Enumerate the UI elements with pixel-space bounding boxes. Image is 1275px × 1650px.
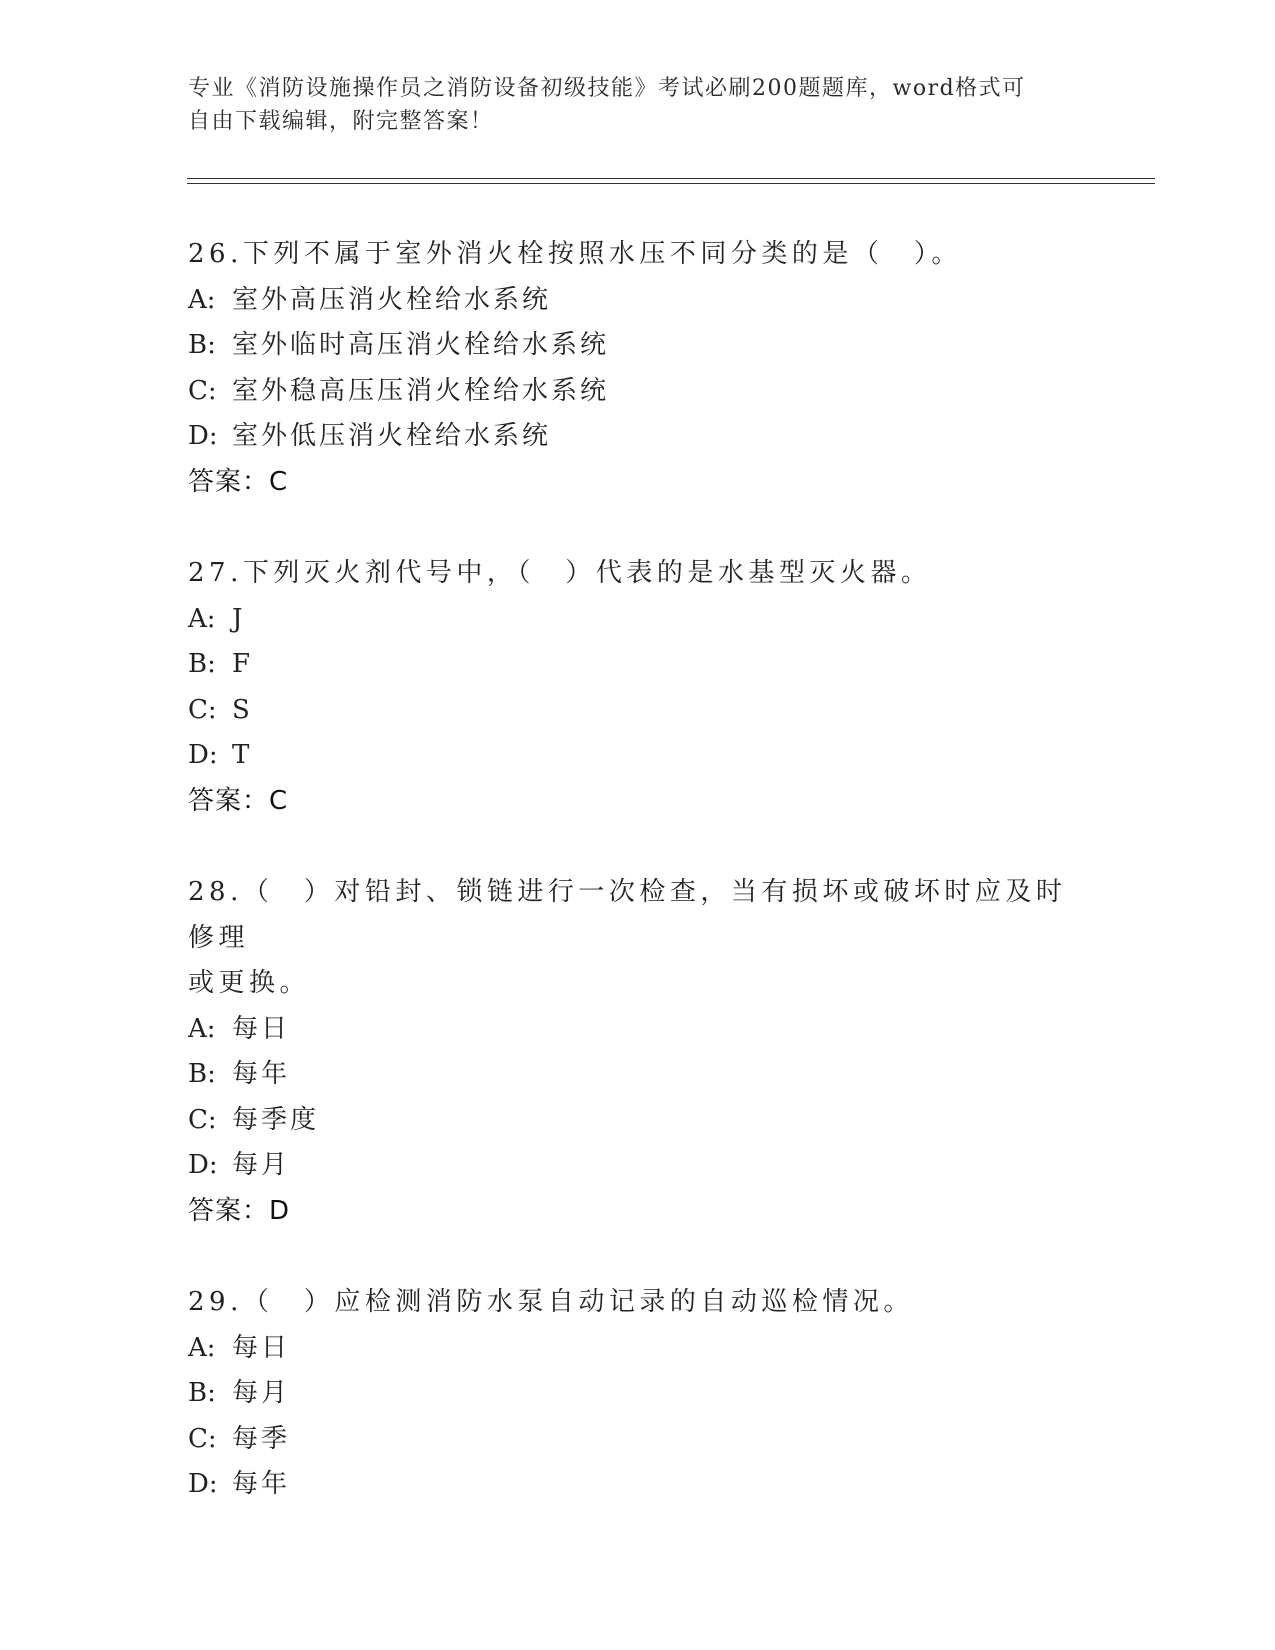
option-letter: A: xyxy=(188,1332,216,1363)
option-letter: A: xyxy=(188,603,216,634)
option-text: T xyxy=(232,740,253,770)
option-text: S xyxy=(232,694,253,725)
option-letter: D: xyxy=(188,1469,218,1499)
question-stem: 28.（ ）对铅封、锁链进行一次检查，当有损坏或破坏时应及时修理 xyxy=(188,877,1067,953)
option-c xyxy=(188,1417,1088,1463)
option-a xyxy=(188,1007,1088,1053)
answer-line: 答案：D xyxy=(188,1195,291,1226)
option-text: 每季度 xyxy=(232,1104,320,1135)
option-c xyxy=(188,688,1088,734)
option-c xyxy=(188,1098,1088,1144)
option-a xyxy=(188,278,1088,324)
option-text: 每年 xyxy=(232,1059,291,1089)
option-letter: B: xyxy=(188,1378,216,1408)
question-list xyxy=(188,232,1088,1554)
option-letter: D: xyxy=(188,1150,218,1180)
question-26 xyxy=(188,232,1088,505)
option-b xyxy=(188,1371,1088,1417)
option-b xyxy=(188,323,1088,369)
option-text: 每季 xyxy=(232,1423,291,1454)
option-text: J xyxy=(232,603,246,634)
option-letter: C: xyxy=(188,694,217,725)
option-letter: C: xyxy=(188,375,217,406)
question-28 xyxy=(188,870,1088,1234)
option-text: 每日 xyxy=(232,1013,291,1044)
option-text: F xyxy=(232,649,254,679)
question-29 xyxy=(188,1280,1088,1508)
option-letter: C: xyxy=(188,1423,217,1454)
option-c xyxy=(188,369,1088,415)
option-text: 室外临时高压消火栓给水系统 xyxy=(232,330,610,360)
question-stem-continued: 或更换。 xyxy=(188,968,311,998)
question-stem: 29.（ ）应检测消防水泵自动记录的自动巡检情况。 xyxy=(188,1287,914,1317)
option-text: 每日 xyxy=(232,1332,291,1363)
header-double-rule xyxy=(187,178,1155,184)
answer-line: 答案：C xyxy=(188,466,289,497)
header-line-1: 专业《消防设施操作员之消防设备初级技能》考试必刷200题题库，word格式可 xyxy=(188,76,1026,101)
question-stem: 26.下列不属于室外消火栓按照水压不同分类的是（ ）。 xyxy=(188,239,962,269)
option-letter: D: xyxy=(188,421,218,451)
option-text: 每年 xyxy=(232,1469,291,1499)
answer-line: 答案：C xyxy=(188,785,289,816)
option-b xyxy=(188,642,1088,688)
option-a xyxy=(188,1326,1088,1372)
option-text: 每月 xyxy=(232,1150,291,1180)
option-text: 室外高压消火栓给水系统 xyxy=(232,284,552,315)
option-d xyxy=(188,733,1088,779)
document-header xyxy=(188,72,1068,138)
option-letter: A: xyxy=(188,1013,216,1044)
option-a xyxy=(188,597,1088,643)
option-letter: B: xyxy=(188,330,216,360)
option-letter: D: xyxy=(188,740,218,770)
option-d xyxy=(188,1462,1088,1508)
question-stem: 27.下列灭火剂代号中，（ ）代表的是水基型灭火器。 xyxy=(188,558,932,588)
option-text: 室外低压消火栓给水系统 xyxy=(232,421,552,451)
option-b xyxy=(188,1052,1088,1098)
option-d xyxy=(188,414,1088,460)
option-letter: B: xyxy=(188,649,216,679)
question-27 xyxy=(188,551,1088,824)
option-letter: A: xyxy=(188,284,216,315)
option-text: 室外稳高压压消火栓给水系统 xyxy=(232,375,610,406)
option-letter: C: xyxy=(188,1104,217,1135)
option-text: 每月 xyxy=(232,1378,291,1408)
header-line-2: 自由下载编辑，附完整答案！ xyxy=(188,109,494,134)
option-d xyxy=(188,1143,1088,1189)
option-letter: B: xyxy=(188,1059,216,1089)
